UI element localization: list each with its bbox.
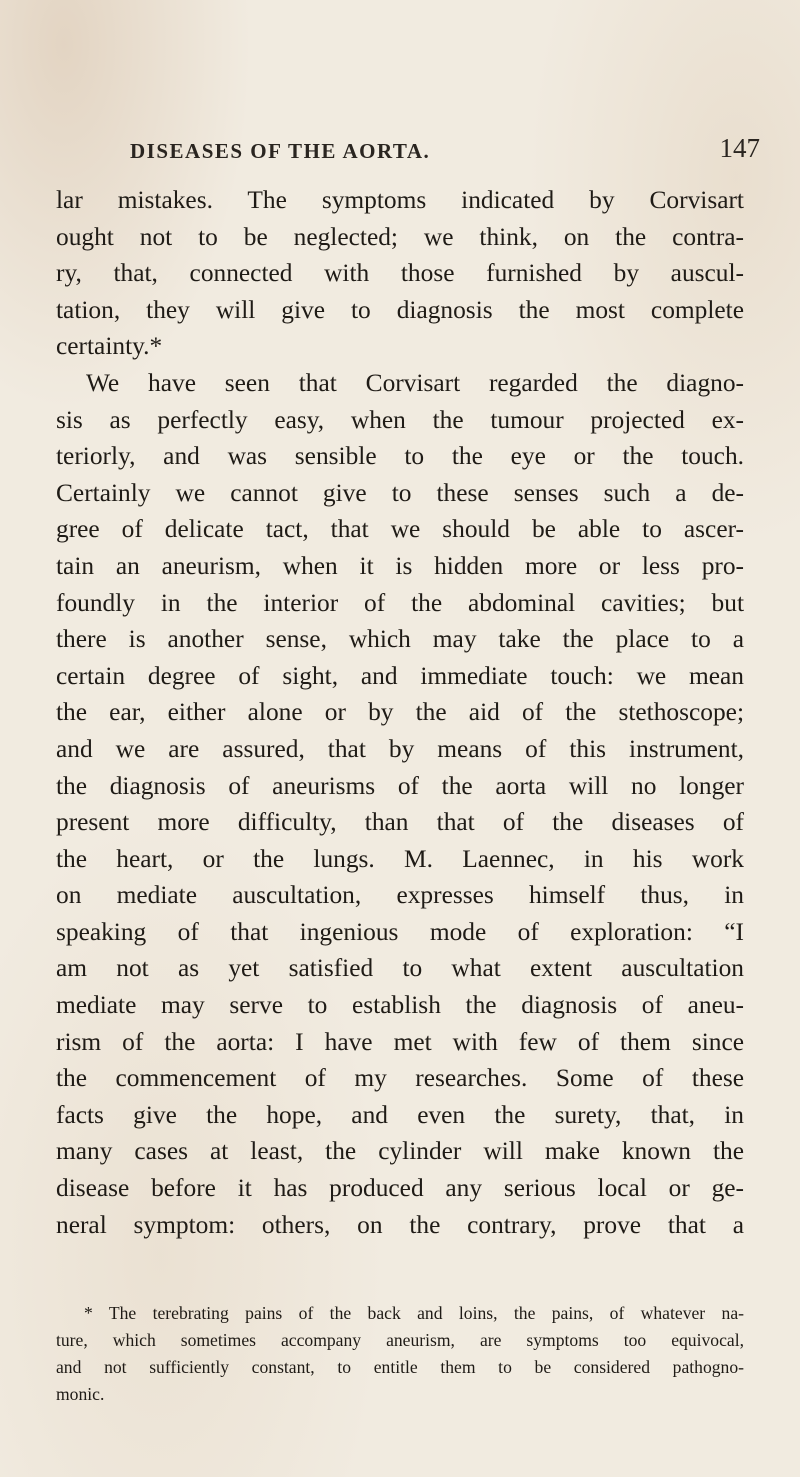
text-line: certainty.* [56,332,163,361]
footnote-line: monic. [56,1384,105,1404]
text-line: am not as yet satisfied to what extent auscultation [56,954,744,983]
text-line: rism of the aorta: I have met with few of them since [56,1027,744,1056]
text-line: and we are assured, that by means of this instrument, [56,734,744,763]
footnote-line: and not sufficiently constant, to entitle them to be considered pathogno- [56,1357,744,1377]
text-line: the ear, either alone or by the aid of the stethoscope; [56,698,744,727]
text-line: lar mistakes. The symptoms indicated by Corvisart [56,186,744,214]
text-line: the diagnosis of aneurisms of the aorta will no longer [56,771,744,800]
paragraph-start-line: We have seen that Corvisart regarded the diagno- [86,368,744,397]
text-line: tain an aneurism, when it is hidden more or less pro- [56,551,744,580]
text-line: gree of delicate tact, that we should be able to ascer- [56,515,744,544]
body-text [56,182,744,1243]
text-line: speaking of that ingenious mode of exploration: “I [56,917,744,946]
text-line: neral symptom: others, on the contrary, prove that a [56,1210,744,1239]
page-header [130,133,760,173]
text-line: there is another sense, which may take the place to a [56,625,744,654]
text-line: Certainly we cannot give to these senses such a de- [56,478,744,507]
footnote-line: * The terebrating pains of the back and loins, the pains, of whatever na- [84,1303,744,1323]
text-line: the commencement of my researches. Some of these [56,1064,744,1093]
text-line: tation, they will give to diagnosis the most complete [56,295,744,324]
text-line: many cases at least, the cylinder will make known the [56,1137,744,1166]
text-line: disease before it has produced any serious local or ge- [56,1174,744,1203]
text-line: teriorly, and was sensible to the eye or the touch. [56,442,744,471]
running-head: DISEASES OF THE AORTA. [130,139,431,163]
text-line: ry, that, connected with those furnished by auscul- [56,259,744,288]
text-line: sis as perfectly easy, when the tumour projected ex- [56,405,744,434]
page-number: 147 [719,133,760,163]
text-line: present more difficulty, than that of the diseases of [56,808,744,837]
footnote-line: ture, which sometimes accompany aneurism, are symptoms too equivocal, [56,1330,744,1350]
text-line: foundly in the interior of the abdominal cavities; but [56,588,744,617]
text-line: ought not to be neglected; we think, on the contra- [56,222,744,251]
text-line: mediate may serve to establish the diagnosis of aneu- [56,991,744,1020]
text-line: the heart, or the lungs. M. Laennec, in his work [56,844,744,873]
text-line: certain degree of sight, and immediate touch: we mean [56,661,744,690]
text-line: facts give the hope, and even the surety, that, in [56,1100,744,1129]
text-line: on mediate auscultation, expresses himself thus, in [56,881,744,910]
footnote [56,1300,744,1408]
